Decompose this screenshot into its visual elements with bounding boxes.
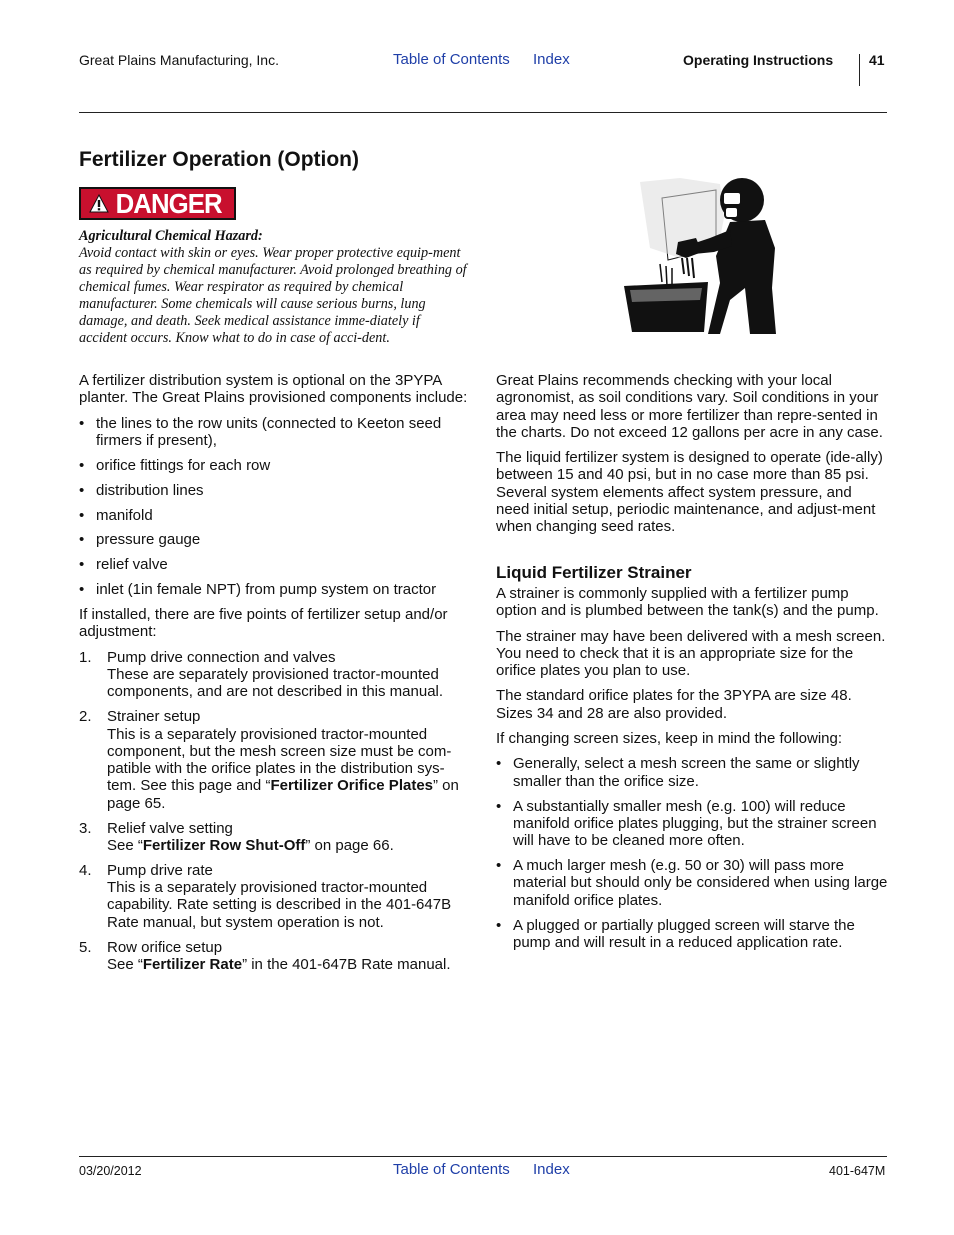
step-body <box>107 837 471 854</box>
danger-word: DANGER <box>115 187 222 219</box>
step-text: This is a separately provisioned tractor-mounted component, but the mesh screen size must be com-patible with the orifice plates in the distribution sys-tem. See this page and “ <box>107 725 452 795</box>
step-text: ” on page 66. <box>305 836 394 854</box>
step-heading: Strainer setup <box>107 708 201 726</box>
page-number: 41 <box>869 52 885 68</box>
cross-reference[interactable]: Fertilizer Orifice Plates <box>270 777 434 795</box>
step-heading: Row orifice setup <box>107 938 223 956</box>
list-item: • A plugged or partially plugged screen will starve the pump and will result in a reduced application rate. <box>496 917 888 952</box>
header-rule <box>79 112 887 113</box>
list-item: • relief valve <box>79 556 471 573</box>
list-item: • the lines to the row units (connected to Keeton seed firmers if present), <box>79 415 471 450</box>
document-number: 401-647M <box>829 1164 886 1178</box>
step-text: ” on page 65. <box>107 777 459 812</box>
list-item: • pressure gauge <box>79 531 471 548</box>
step-text: These are separately provisioned tractor-mounted components, and are not described in this manual. <box>107 666 444 701</box>
section-name: Operating Instructions <box>683 52 834 68</box>
setup-step <box>79 862 471 931</box>
left-column <box>79 372 471 981</box>
setup-steps <box>79 649 471 973</box>
page-title: Fertilizer Operation (Option) <box>79 148 360 171</box>
footer-rule <box>79 1156 887 1157</box>
toc-link-footer[interactable]: Table of Contents <box>393 1161 510 1178</box>
hazard-message <box>79 228 471 347</box>
cross-reference[interactable]: Fertilizer Rate <box>142 955 243 973</box>
step-number: 5. <box>79 938 92 956</box>
step-text: ” in the 401-647B Rate manual. <box>242 955 451 973</box>
list-item: • distribution lines <box>79 482 471 499</box>
company-name: Great Plains Manufacturing, Inc. <box>79 52 279 68</box>
step-body <box>107 879 471 931</box>
hazard-title: Agricultural Chemical Hazard: <box>79 228 263 244</box>
pressure-paragraph: The liquid fertilizer system is designed to operate (ide-ally) between 15 and 40 psi, but in no case more than 85 psi. Several system elements affect system pressure, and need initial setup, periodic maintenance, and adjust-ment when changing seed rates. <box>496 449 883 536</box>
setup-step <box>79 649 471 701</box>
setup-step <box>79 820 471 855</box>
danger-label <box>79 187 236 220</box>
toc-link-header[interactable]: Table of Contents <box>393 51 510 68</box>
strainer-heading: Liquid Fertilizer Strainer <box>496 562 692 582</box>
step-body <box>107 726 471 812</box>
step-body <box>107 666 471 701</box>
step-number: 4. <box>79 861 92 879</box>
setup-step <box>79 939 471 974</box>
recommendation-paragraph: Great Plains recommends checking with your local agronomist, as soil conditions vary. Soil conditions in your area may need less or more fertilizer than repre-sented in the charts. Do not exceed 12 gallons per acre in any case. <box>496 372 883 441</box>
list-item: • A much larger mesh (e.g. 50 or 30) will pass more material but should only be considered when using large manifold orifice plates. <box>496 857 888 909</box>
index-link-footer[interactable]: Index <box>533 1161 570 1178</box>
screen-tips-list <box>496 755 888 951</box>
setup-step <box>79 708 471 812</box>
list-item: • A substantially smaller mesh (e.g. 100) will reduce manifold orifice plates plugging, but the strainer screen will have to be cleaned more often. <box>496 798 888 850</box>
header-divider <box>859 54 860 86</box>
step-number: 2. <box>79 708 92 726</box>
right-column <box>496 372 888 959</box>
index-link-header[interactable]: Index <box>533 51 570 68</box>
mesh-paragraph: The strainer may have been delivered with a mesh screen. You need to check that it is an appropriate size for the orifice plates you plan to use. <box>496 627 886 680</box>
list-item: • orifice fittings for each row <box>79 457 471 474</box>
strainer-paragraph: A strainer is commonly supplied with a fertilizer pump option and is plumbed between the tank(s) and the pump. <box>496 584 879 620</box>
intro-paragraph: A fertilizer distribution system is optional on the 3PYPA planter. The Great Plains provisioned components include: <box>79 372 468 407</box>
list-item: • inlet (1in female NPT) from pump system on tractor <box>79 581 471 598</box>
step-text: This is a separately provisioned tractor-mounted capability. Rate setting is described in the 401-647B Rate manual, but system operation is not. <box>107 879 452 931</box>
step-body <box>107 956 471 973</box>
screen-change-paragraph: If changing screen sizes, keep in mind the following: <box>496 730 843 748</box>
components-list <box>79 415 471 599</box>
hazard-body: Avoid contact with skin or eyes. Wear proper protective equip-ment as required by chemical manufacturer. Avoid prolonged breathing of chemical fumes. Wear respirator as required by chemical manufacturer. Some chemicals will cause serious burns, lung damage, and death. Seek medical assistance imme-diately if accident occurs. Know what to do in case of acci-dent. <box>79 245 467 346</box>
protective-equipment-illustration <box>620 178 780 334</box>
warning-triangle-icon <box>89 194 109 213</box>
step-heading: Pump drive rate <box>107 861 213 879</box>
list-item: • Generally, select a mesh screen the same or slightly smaller than the orifice size. <box>496 755 888 790</box>
footer-date: 03/20/2012 <box>79 1164 142 1178</box>
step-heading: Relief valve setting <box>107 819 233 837</box>
list-item: • manifold <box>79 507 471 524</box>
cross-reference[interactable]: Fertilizer Row Shut-Off <box>142 836 306 854</box>
step-number: 3. <box>79 819 92 837</box>
step-heading: Pump drive connection and valves <box>107 648 336 666</box>
step-number: 1. <box>79 648 92 666</box>
orifice-size-paragraph: The standard orifice plates for the 3PYPA are size 48. Sizes 34 and 28 are also provided. <box>496 687 852 722</box>
step-text: See “ <box>107 955 143 973</box>
step-text: See “ <box>107 836 143 854</box>
setup-intro: If installed, there are five points of fertilizer setup and/or adjustment: <box>79 606 448 641</box>
